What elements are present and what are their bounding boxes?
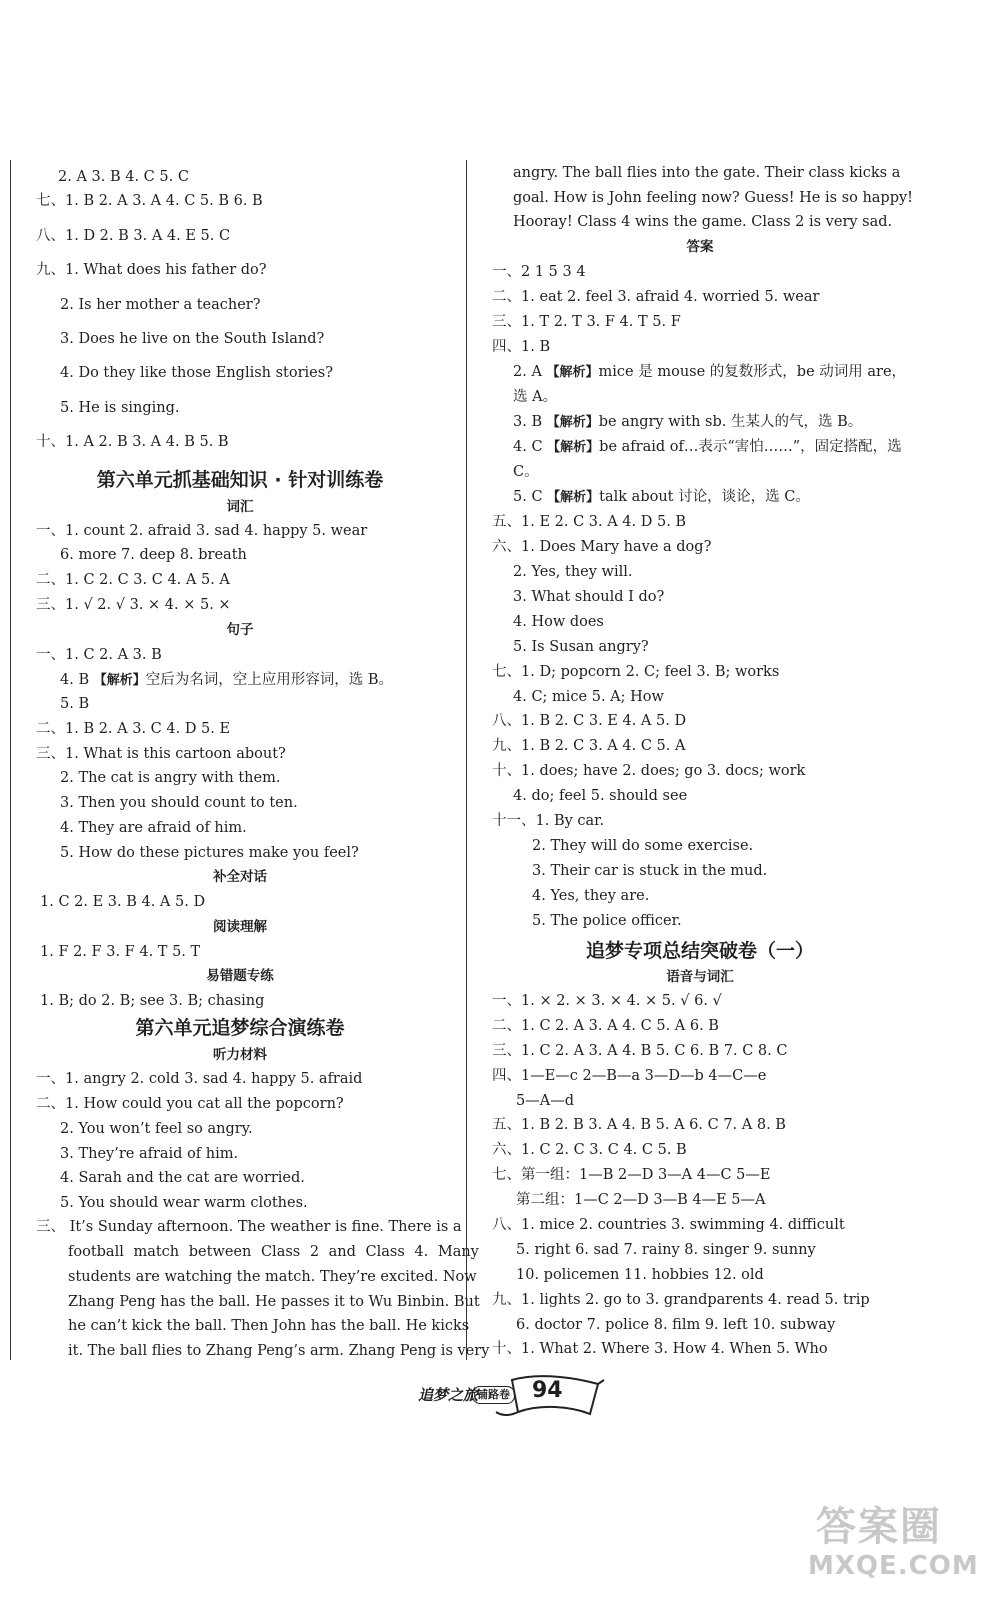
analysis-tag: 【解析】: [547, 490, 600, 505]
answer-line: 2. They will do some exercise.: [532, 838, 754, 854]
answer-line: 5. You should wear warm clothes.: [60, 1195, 308, 1211]
answer-line: 六、1. C 2. C 3. C 4. C 5. B: [492, 1142, 687, 1158]
answer-line: 十、1. A 2. B 3. A 4. B 5. B: [36, 434, 229, 450]
answer-line: 4. They are afraid of him.: [60, 820, 247, 836]
answer-line: 三、1. T 2. T 3. F 4. T 5. F: [492, 314, 681, 330]
passage-line: Hooray! Class 4 wins the game. Class 2 is very sad.: [513, 214, 893, 230]
analysis-text: be afraid of…表示“害怕……”，固定搭配，选: [599, 439, 902, 455]
answer-line: 5. B: [60, 696, 90, 712]
answer-line: 2. You won’t feel so angry.: [60, 1121, 253, 1137]
analysis-tag: 【解析】: [546, 415, 599, 430]
answer-line: 九、1. lights 2. go to 3. grandparents 4. read 5. trip: [492, 1292, 870, 1308]
answer-line: [513, 362, 906, 383]
watermark-logo: 答案圈: [816, 1504, 942, 1550]
answer-line: 2. The cat is angry with them.: [60, 770, 281, 786]
answer-num: 4. B: [60, 672, 94, 688]
answer-line: 二、1. eat 2. feel 3. afraid 4. worried 5. wear: [492, 289, 820, 305]
section-title: 第六单元追梦综合演练卷: [135, 1017, 345, 1039]
passage-line: goal. How is John feeling now? Guess! He is so happy!: [513, 190, 914, 206]
analysis-text: talk about 讨论，谈论，选 C。: [599, 489, 810, 505]
passage-line: Zhang Peng has the ball. He passes it to Wu Binbin. But: [68, 1294, 480, 1310]
answer-line: 1. C 2. E 3. B 4. A 5. D: [40, 894, 206, 910]
watermark: [808, 1495, 986, 1595]
answer-line: 1. F 2. F 3. F 4. T 5. T: [40, 944, 201, 960]
answer-line: 3. Their car is stuck in the mud.: [532, 863, 768, 879]
answer-line: 4. Do they like those English stories?: [60, 365, 333, 381]
answer-line: 5. How do these pictures make you feel?: [60, 845, 359, 861]
analysis-tag: 【解析】: [93, 673, 146, 688]
answer-line: [60, 670, 393, 691]
subsection-title: 阅读理解: [213, 919, 267, 935]
answer-line: [513, 412, 862, 433]
answer-line: 2. Is her mother a teacher?: [60, 297, 261, 313]
answer-line: 九、1. What does his father do?: [36, 262, 267, 278]
answer-line: 十、1. does; have 2. does; go 3. docs; work: [492, 763, 806, 779]
answer-line: 5. The police officer.: [532, 913, 682, 929]
answer-line: 4. C; mice 5. A; How: [513, 689, 664, 705]
passage-line: 三、 It’s Sunday afternoon. The weather is fine. There is a: [36, 1219, 462, 1235]
answer-line: 八、1. mice 2. countries 3. swimming 4. difficult: [492, 1217, 845, 1233]
answer-line: 七、第一组：1—B 2—D 3—A 4—C 5—E: [492, 1167, 771, 1183]
answer-line: 1. B; do 2. B; see 3. B; chasing: [40, 993, 265, 1009]
answer-num: 5. C: [513, 489, 548, 505]
brand-badge: 铺路卷: [472, 1386, 515, 1404]
answer-line: 三、1. What is this cartoon about?: [36, 746, 286, 762]
answer-line: 四、1. B: [492, 339, 551, 355]
answer-line: 一、1. C 2. A 3. B: [36, 647, 162, 663]
answer-line: 七、1. B 2. A 3. A 4. C 5. B 6. B: [36, 193, 263, 209]
answer-line: 七、1. D; popcorn 2. C; feel 3. B; works: [492, 664, 780, 680]
left-margin-rule: [10, 160, 11, 1360]
answer-line: 10. policemen 11. hobbies 12. old: [516, 1267, 764, 1283]
subsection-title: 易错题专练: [206, 968, 274, 984]
answer-line: 五、1. E 2. C 3. A 4. D 5. B: [492, 514, 687, 530]
answer-line: 一、1. × 2. × 3. × 4. × 5. √ 6. √: [492, 993, 722, 1009]
answer-line: C。: [513, 464, 539, 480]
answer-line: 一、1. count 2. afraid 3. sad 4. happy 5. wear: [36, 523, 368, 539]
answer-line: 3. They’re afraid of him.: [60, 1146, 239, 1162]
answer-line: 4. do; feel 5. should see: [513, 788, 688, 804]
answer-line: 九、1. B 2. C 3. A 4. C 5. A: [492, 738, 686, 754]
answer-line: 4. Yes, they are.: [532, 888, 650, 904]
answer-line: 3. Does he live on the South Island?: [60, 331, 325, 347]
watermark-url: MXQE.COM: [808, 1551, 979, 1581]
answer-line: 二、1. C 2. C 3. C 4. A 5. A: [36, 572, 230, 588]
answer-line: 三、1. √ 2. √ 3. × 4. × 5. ×: [36, 597, 231, 613]
answer-line: 5. Is Susan angry?: [513, 639, 649, 655]
answer-line: 三、1. C 2. A 3. A 4. B 5. C 6. B 7. C 8. C: [492, 1043, 788, 1059]
analysis-tag: 【解析】: [547, 440, 600, 455]
answer-line: 二、1. B 2. A 3. C 4. D 5. E: [36, 721, 231, 737]
analysis-text: mice 是 mouse 的复数形式，be 动词用 are，: [598, 364, 907, 380]
answer-line: 二、1. C 2. A 3. A 4. C 5. A 6. B: [492, 1018, 719, 1034]
answer-line: 选 A。: [513, 389, 558, 405]
answer-line: [513, 487, 810, 508]
passage-line: it. The ball flies to Zhang Peng’s arm. Zhang Peng is very: [68, 1343, 490, 1359]
answer-line: 一、2 1 5 3 4: [492, 264, 586, 280]
answer-line: 六、1. Does Mary have a dog?: [492, 539, 712, 555]
page-number: 94: [532, 1378, 563, 1403]
answer-line: 四、1—E—c 2—B—a 3—D—b 4—C—e: [492, 1068, 767, 1084]
passage-line: angry. The ball flies into the gate. Their class kicks a: [513, 165, 901, 181]
subsection-title: 语音与词汇: [666, 969, 734, 985]
brand-logo: 追梦之旅: [418, 1386, 479, 1404]
analysis-text: 空后为名词，空上应用形容词，选 B。: [145, 672, 393, 688]
answer-line: 第二组：1—C 2—D 3—B 4—E 5—A: [516, 1192, 766, 1208]
page-footer: [400, 1374, 620, 1418]
passage-line: football match between Class 2 and Class 4. Many: [68, 1244, 479, 1260]
analysis-tag: 【解析】: [546, 365, 599, 380]
answer-num: 2. A: [513, 364, 547, 380]
subsection-title: 词汇: [226, 499, 254, 515]
answer-line: 5. right 6. sad 7. rainy 8. singer 9. sunny: [516, 1242, 816, 1258]
answer-line: 2. Yes, they will.: [513, 564, 633, 580]
answer-line: 6. more 7. deep 8. breath: [60, 547, 247, 563]
answer-line: 6. doctor 7. police 8. film 9. left 10. subway: [516, 1317, 836, 1333]
answer-line: 一、1. angry 2. cold 3. sad 4. happy 5. afraid: [36, 1071, 363, 1087]
section-title: 第六单元抓基础知识 · 针对训练卷: [96, 469, 384, 491]
answer-line: 5—A—d: [516, 1093, 574, 1109]
answer-line: 3. Then you should count to ten.: [60, 795, 298, 811]
subsection-title: 句子: [226, 622, 254, 638]
subsection-title: 补全对话: [213, 869, 267, 885]
answer-line: 4. How does: [513, 614, 604, 630]
answer-line: 五、1. B 2. B 3. A 4. B 5. A 6. C 7. A 8. B: [492, 1117, 786, 1133]
subsection-title: 听力材料: [213, 1047, 267, 1063]
answer-line: 十、1. What 2. Where 3. How 4. When 5. Who: [492, 1341, 828, 1357]
answer-line: [513, 437, 902, 458]
section-title: 追梦专项总结突破卷（一）: [585, 940, 815, 962]
analysis-text: be angry with sb. 生某人的气，选 B。: [598, 414, 863, 430]
answer-line: 3. What should I do?: [513, 589, 665, 605]
passage-line: he can’t kick the ball. Then John has the ball. He kicks: [68, 1318, 470, 1334]
answer-line: 八、1. B 2. C 3. E 4. A 5. D: [492, 713, 687, 729]
passage-line: students are watching the match. They’re excited. Now: [68, 1269, 477, 1285]
answer-line: 二、1. How could you cat all the popcorn?: [36, 1096, 344, 1112]
answer-num: 3. B: [513, 414, 547, 430]
answer-line: 4. Sarah and the cat are worried.: [60, 1170, 305, 1186]
answer-line: 5. He is singing.: [60, 400, 180, 416]
answer-num: 4. C: [513, 439, 548, 455]
answer-line: 八、1. D 2. B 3. A 4. E 5. C: [36, 228, 231, 244]
answer-line: 2. A 3. B 4. C 5. C: [58, 169, 189, 185]
column-divider: [466, 160, 467, 1360]
answer-line: 十一、1. By car.: [492, 813, 605, 829]
subsection-title: 答案: [686, 239, 714, 255]
